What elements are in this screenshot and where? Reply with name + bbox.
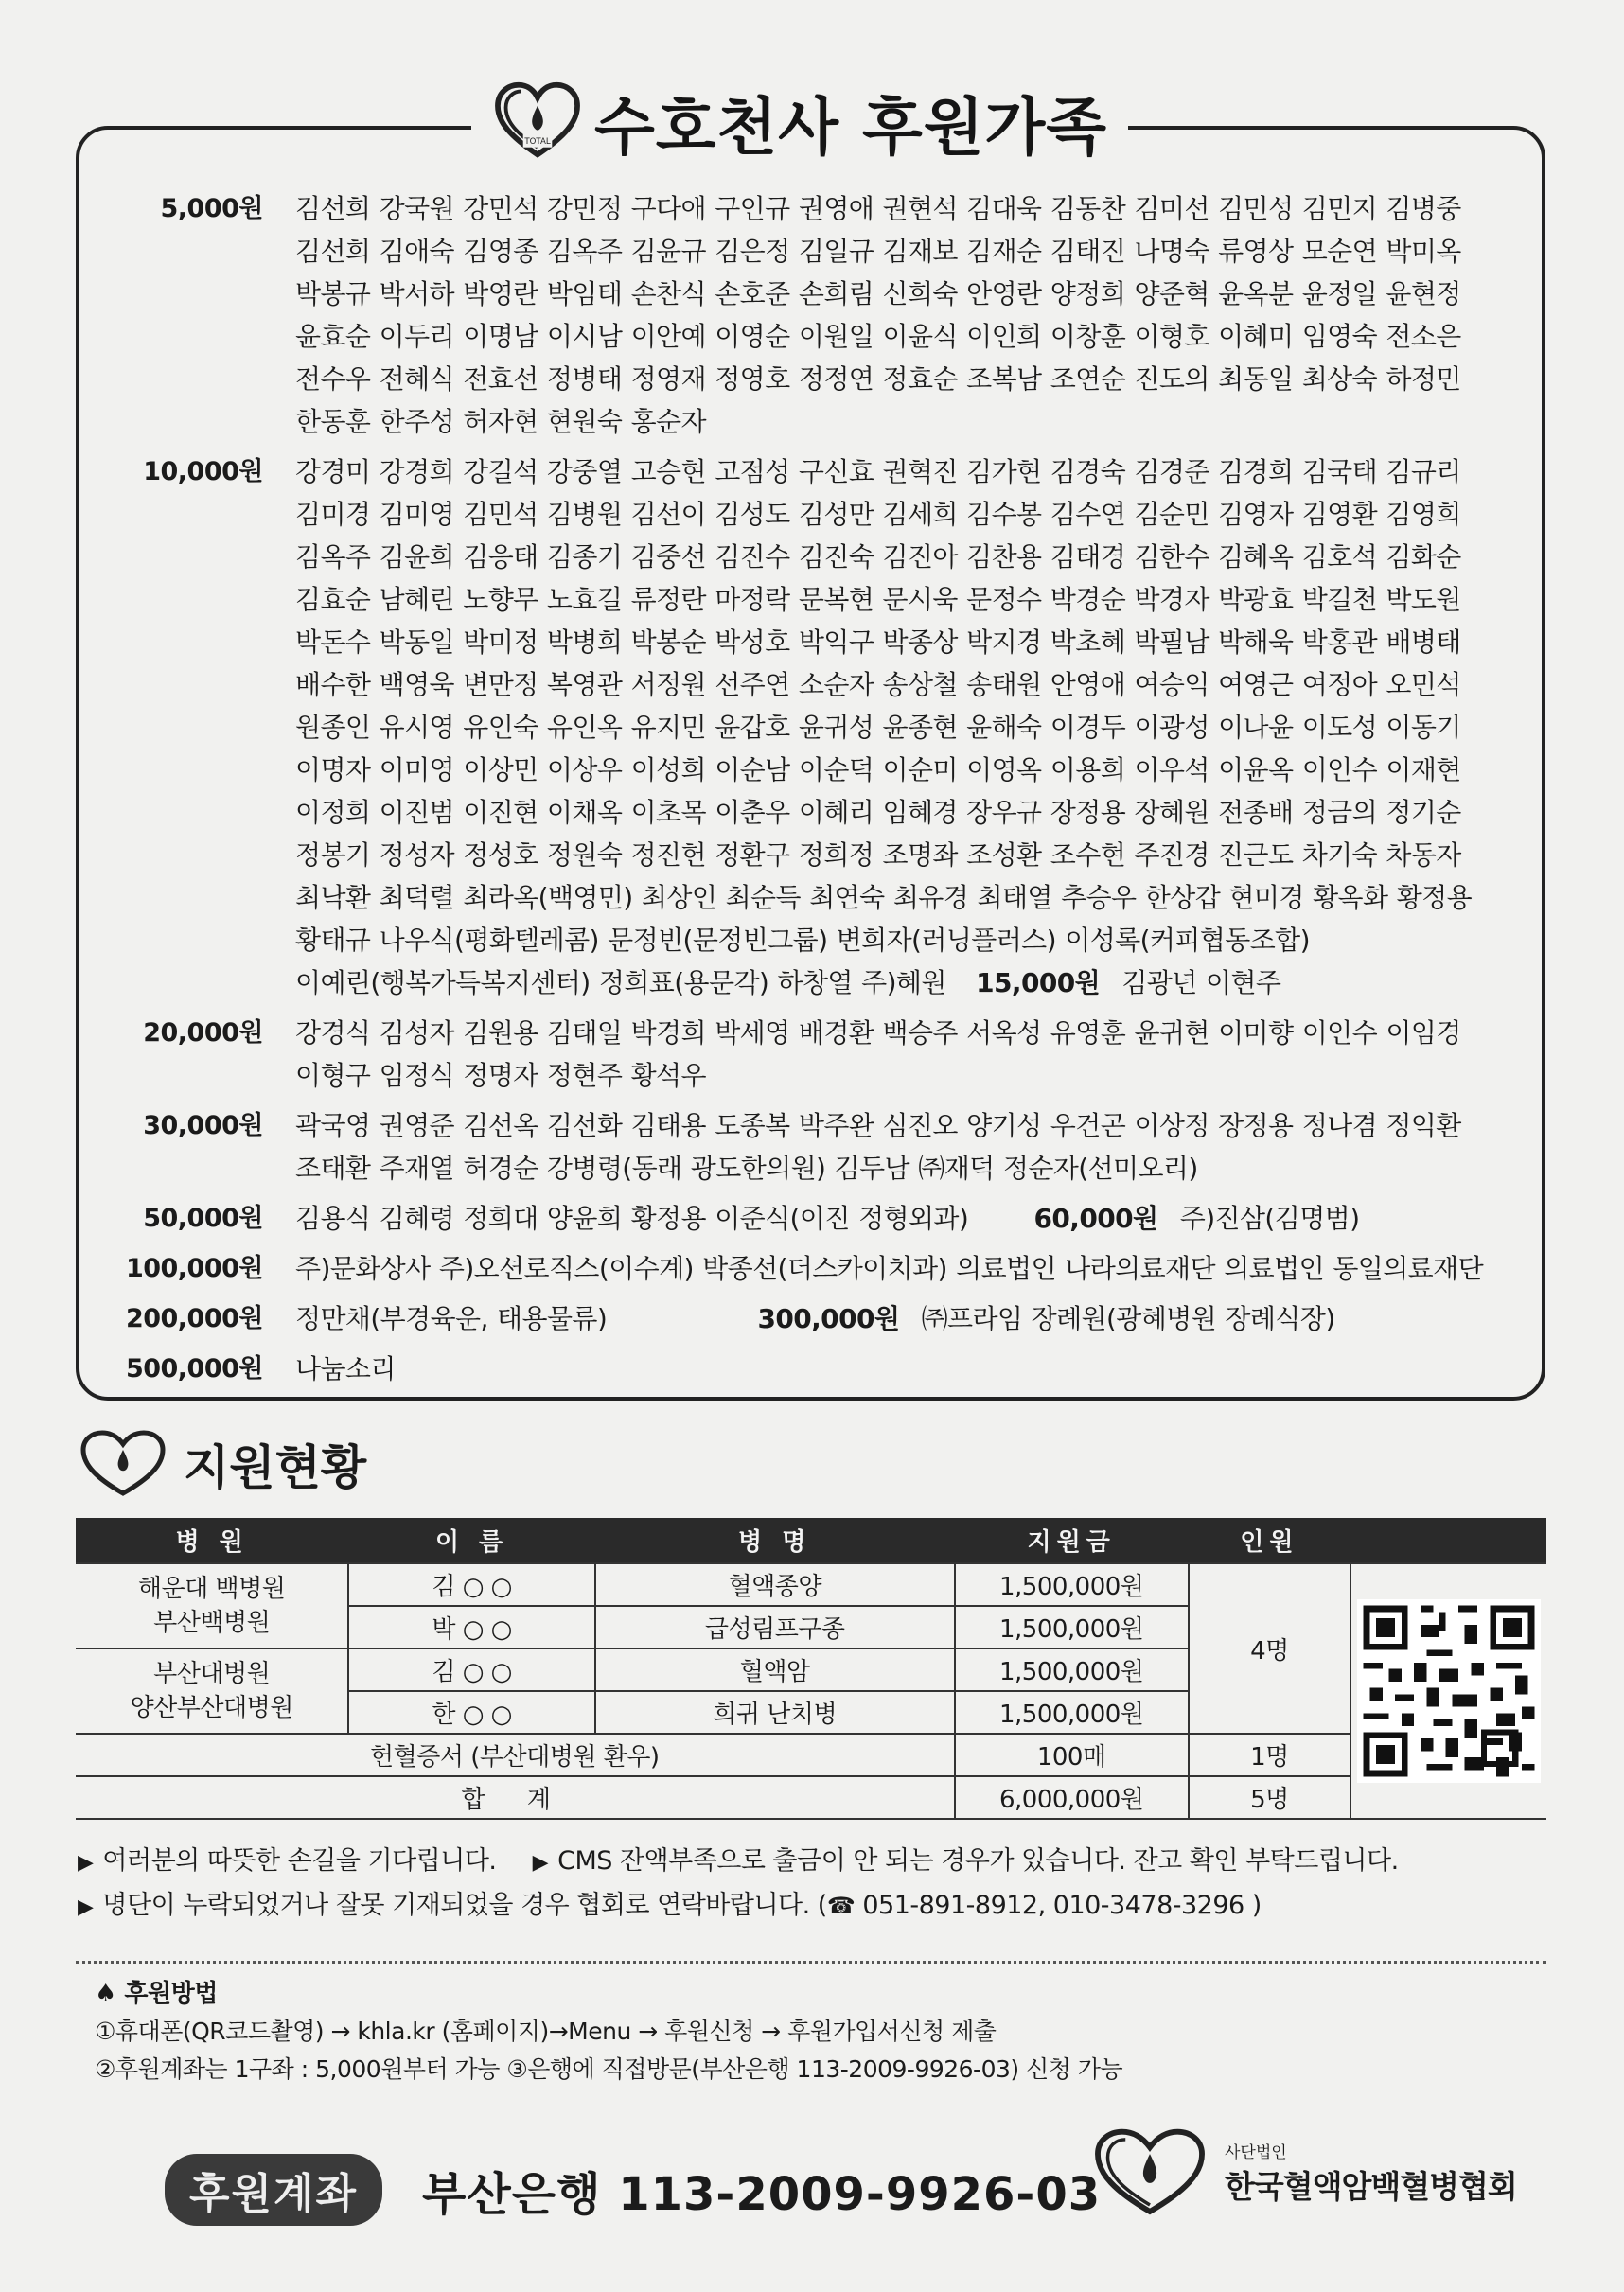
phone-numbers: 051-891-8912, 010-3478-3296 ) <box>855 1891 1262 1920</box>
column-header-blank <box>1350 1518 1546 1563</box>
donor-line: 김선희 김애숙 김영종 김옥주 김윤규 김은정 김일규 김재보 김재순 김태진 나명숙 류영상 모순연 박미옥 <box>295 236 1461 267</box>
disease-cell: 혈액암 <box>595 1648 955 1691</box>
people-cell: 4명 <box>1189 1563 1350 1734</box>
donor-line: 김미경 김미영 김민석 김병원 김선이 김성도 김성만 김세희 김수봉 김수연 김순민 김영자 김영환 김영희 <box>295 499 1461 530</box>
page-title: 수호천사 후원가족 <box>594 90 1108 164</box>
donor-line: 윤효순 이두리 이명남 이시남 이안예 이영순 이원일 이윤식 이인희 이창훈 이형호 이혜미 임영숙 전소은 <box>295 321 1461 352</box>
donation-amount: 10,000원 <box>143 457 263 486</box>
donor-group-5000 <box>121 187 1503 443</box>
donor-line <box>295 1197 1492 1240</box>
donor-line-text: 김광년 이현주 <box>1121 967 1281 998</box>
total-label: 합 계 <box>76 1776 955 1819</box>
hospital-name: 해운대 백병원 <box>137 1575 286 1603</box>
hospital-cell <box>76 1648 348 1734</box>
donor-names <box>295 1012 1492 1097</box>
column-header-disease: 병 명 <box>595 1518 955 1563</box>
donor-line: 한동훈 한주성 허자현 현원숙 홍순자 <box>295 406 706 437</box>
amount-cell: 100매 <box>955 1734 1189 1776</box>
donor-line: 박돈수 박동일 박미정 박병희 박봉순 박성호 박익구 박종상 박지경 박초혜 박필남 박해욱 박홍관 배병태 <box>295 626 1461 658</box>
heart-ribbon-logo-icon <box>76 1429 170 1499</box>
name-cell: 김 ○ ○ <box>348 1648 595 1691</box>
donor-group-200000 <box>121 1297 1503 1340</box>
donor-group-10000 <box>121 450 1503 1004</box>
table-row-total <box>76 1776 1546 1819</box>
organization-type: 사단법인 <box>1225 2143 1287 2162</box>
donor-names <box>295 1348 1492 1390</box>
note-text: 여러분의 따뜻한 손길을 기다립니다. <box>102 1846 497 1876</box>
column-header-amount: 지원금 <box>955 1518 1189 1563</box>
donation-method-step: ①휴대폰(QR코드촬영) → khla.kr (홈페이지)→Menu → 후원신청 → 후원가입서신청 제출 <box>95 2018 997 2045</box>
hospital-cell <box>76 1563 348 1648</box>
hospital-name: 부산백병원 <box>153 1609 271 1637</box>
donor-names <box>295 1197 1492 1240</box>
note-text: CMS 잔액부족으로 출금이 안 되는 경우가 있습니다. 잔고 확인 부탁드립니다. <box>557 1846 1399 1876</box>
donation-method-step: ②후원계좌는 1구좌 : 5,000원부터 가능 ③은행에 직접방문(부산은행 113-2009-9926-03) 신청 가능 <box>95 2055 1123 2083</box>
table-row-blood-certificate <box>76 1734 1546 1776</box>
qr-code-icon[interactable] <box>1357 1599 1541 1783</box>
donor-line: 원종인 유시영 유인숙 유인옥 유지민 윤갑호 윤귀성 윤종현 윤해숙 이경두 이광성 이나윤 이도성 이동기 <box>295 712 1461 743</box>
donation-amount-inline: 300,000원 <box>757 1303 900 1334</box>
donor-group-100000 <box>121 1247 1503 1290</box>
amount-cell: 1,500,000원 <box>955 1648 1189 1691</box>
triangle-bullet-icon: ▶ <box>532 1851 549 1875</box>
donor-line: 이형구 임정식 정명자 정현주 황석우 <box>295 1060 706 1091</box>
organization-name-block <box>1225 2139 1517 2207</box>
name-cell: 김 ○ ○ <box>348 1563 595 1606</box>
donation-amount: 500,000원 <box>125 1354 263 1384</box>
donor-names <box>295 187 1492 443</box>
hospital-name: 부산대병원 <box>153 1660 271 1688</box>
donor-line: 이정희 이진범 이진현 이채옥 이초목 이춘우 이혜리 임혜경 장우규 장정용 장혜원 전종배 정금의 정기순 <box>295 797 1461 828</box>
amount-cell: 1,500,000원 <box>955 1606 1189 1648</box>
support-table <box>76 1518 1546 1820</box>
donor-line: 전수우 전혜식 전효선 정병태 정영재 정영호 정정연 정효순 조복남 조연순 진도의 최동일 최상숙 하정민 <box>295 363 1461 395</box>
donor-line-text: 이예린(행복가득복지센터) 정희표(용문각) 하창열 주)혜원 <box>295 967 946 998</box>
total-people: 5명 <box>1189 1776 1350 1819</box>
donor-line: 김선희 강국원 강민석 강민정 구다애 구인규 권영애 권현석 김대욱 김동찬 김미선 김민성 김민지 김병중 <box>295 193 1461 224</box>
phone-icon: ☎ <box>826 1893 856 1919</box>
svg-text:TOTAL: TOTAL <box>524 136 551 147</box>
heart-ribbon-logo-icon <box>492 80 583 162</box>
donor-line <box>295 1297 1492 1340</box>
donation-method-title: ♠ 후원방법 <box>95 1980 218 2008</box>
qr-cell <box>1350 1563 1546 1819</box>
donation-amount: 30,000원 <box>143 1111 263 1140</box>
account-badge: 후원계좌 <box>165 2154 382 2226</box>
disease-cell: 혈액종양 <box>595 1563 955 1606</box>
donor-group-20000 <box>121 1012 1503 1097</box>
notes <box>78 1840 1399 1929</box>
donor-line-text: 주)진삼(김명범) <box>1179 1203 1360 1234</box>
amount-cell: 1,500,000원 <box>955 1563 1189 1606</box>
donor-line-text: ㈜프라임 장례원(광혜병원 장례식장) <box>921 1303 1335 1334</box>
donor-names <box>295 1247 1492 1290</box>
footer-organization <box>1088 2127 1517 2218</box>
donor-list <box>121 187 1503 1398</box>
disease-cell: 급성림프구종 <box>595 1606 955 1648</box>
donor-line: 조태환 주재열 허경순 강병령(동래 광도한의원) 김두남 ㈜재덕 정순자(선미오리) <box>295 1153 1198 1184</box>
donor-line <box>295 961 1492 1004</box>
page-header <box>471 74 1128 168</box>
donation-amount: 200,000원 <box>125 1304 263 1333</box>
people-cell: 1명 <box>1189 1734 1350 1776</box>
footer-account <box>165 2154 1101 2226</box>
donor-line-text: 김용식 김혜령 정희대 양윤희 황정용 이준식(이진 정형외과) <box>295 1203 969 1234</box>
organization-name: 한국혈액암백혈병협회 <box>1225 2168 1517 2205</box>
donor-line: 이명자 이미영 이상민 이상우 이성희 이순남 이순덕 이순미 이영옥 이용희 이우석 이윤옥 이인수 이재현 <box>295 754 1461 785</box>
donor-line: 김옥주 김윤희 김응태 김종기 김중선 김진수 김진숙 김진아 김찬용 김태경 김한수 김혜옥 김호석 김화순 <box>295 541 1461 573</box>
donor-group-500000 <box>121 1348 1503 1390</box>
note-line <box>78 1884 1399 1929</box>
name-cell: 한 ○ ○ <box>348 1691 595 1734</box>
donation-amount-inline: 60,000원 <box>1033 1203 1158 1234</box>
total-amount: 6,000,000원 <box>955 1776 1189 1819</box>
donor-line: 박봉규 박서하 박영란 박임태 손찬식 손호준 손희림 신희숙 안영란 양정희 양준혁 윤옥분 윤정일 윤현정 <box>295 278 1461 309</box>
table-row <box>76 1563 1546 1606</box>
note-text: 명단이 누락되었거나 잘못 기재되었을 경우 협회로 연락바랍니다. ( <box>102 1891 827 1920</box>
donor-names <box>295 1104 1492 1190</box>
donation-method-section <box>76 1961 1546 2084</box>
donation-amount-inline: 15,000원 <box>976 967 1101 998</box>
donor-line: 김효순 남혜린 노향무 노효길 류정란 마정락 문복현 문시욱 문정수 박경순 박경자 박광효 박길천 박도원 <box>295 584 1461 615</box>
donation-amount: 20,000원 <box>143 1018 263 1048</box>
donor-group-30000 <box>121 1104 1503 1190</box>
triangle-bullet-icon: ▶ <box>78 1895 94 1919</box>
support-section-title: 지원현황 <box>184 1440 367 1495</box>
triangle-bullet-icon: ▶ <box>78 1851 94 1875</box>
blood-certificate-label: 헌혈증서 (부산대병원 환우) <box>76 1734 955 1776</box>
column-header-name: 이 름 <box>348 1518 595 1563</box>
donor-line: 배수한 백영욱 변만정 복영관 서정원 선주연 소순자 송상철 송태원 안영애 여승익 여영근 여정아 오민석 <box>295 669 1461 700</box>
column-header-people: 인원 <box>1189 1518 1350 1563</box>
donation-method-box <box>95 1975 1122 2089</box>
donation-amount: 5,000원 <box>160 194 263 223</box>
note-line <box>78 1840 1399 1884</box>
donor-line: 강경미 강경희 강길석 강중열 고승현 고점성 구신효 권혁진 김가현 김경숙 김경준 김경희 김국태 김규리 <box>295 456 1461 487</box>
donor-line: 최낙환 최덕렬 최라옥(백영민) 최상인 최순득 최연숙 최유경 최태열 추승우 한상갑 현미경 황옥화 황정용 <box>295 882 1473 913</box>
table-header-row <box>76 1518 1546 1563</box>
donation-amount: 100,000원 <box>125 1254 263 1283</box>
donor-line: 주)문화상사 주)오션로직스(이수계) 박종선(더스카이치과) 의료법인 나라의료재단 의료법인 동일의료재단 <box>295 1253 1484 1284</box>
hospital-name: 양산부산대병원 <box>130 1694 293 1722</box>
amount-cell: 1,500,000원 <box>955 1691 1189 1734</box>
donor-line: 곽국영 권영준 김선옥 김선화 김태용 도종복 박주완 심진오 양기성 우건곤 이상정 장정용 정나겸 정익환 <box>295 1110 1461 1141</box>
column-header-hospital: 병 원 <box>76 1518 348 1563</box>
donor-line: 정봉기 정성자 정성호 정원숙 정진헌 정환구 정희정 조명좌 조성환 조수현 주진경 진근도 차기숙 차동자 <box>295 839 1461 871</box>
donation-amount: 50,000원 <box>143 1204 263 1233</box>
support-section-header <box>76 1429 366 1499</box>
donor-line: 나눔소리 <box>295 1353 396 1384</box>
heart-ribbon-logo-icon <box>1088 2127 1211 2218</box>
donor-names <box>295 450 1492 1004</box>
disease-cell: 희귀 난치병 <box>595 1691 955 1734</box>
account-number: 부산은행 113-2009-9926-03 <box>422 2167 1102 2221</box>
donor-names <box>295 1297 1492 1340</box>
donor-line: 강경식 김성자 김원용 김태일 박경희 박세영 배경환 백승주 서옥성 유영훈 윤귀현 이미향 이인수 이임경 <box>295 1017 1461 1049</box>
name-cell: 박 ○ ○ <box>348 1606 595 1648</box>
donor-line: 황태규 나우식(평화텔레콤) 문정빈(문정빈그룹) 변희자(러닝플러스) 이성록(커피협동조합) <box>295 925 1310 956</box>
donor-group-50000 <box>121 1197 1503 1240</box>
donor-line-text: 정만채(부경육운, 태용물류) <box>295 1303 608 1334</box>
